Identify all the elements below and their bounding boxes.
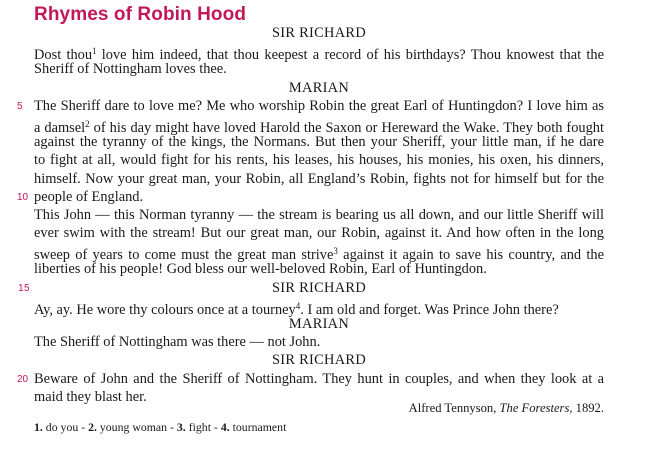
footnote-text: young woman - <box>96 420 177 434</box>
footnote-text: tournament <box>229 420 287 434</box>
line-number: 10 <box>17 191 29 203</box>
page-title: Rhymes of Robin Hood <box>34 4 247 25</box>
footnote-text: do you - <box>42 420 89 434</box>
speaker-sir-richard: SIR RICHARD <box>271 25 367 41</box>
speaker-sir-richard: 15 SIR RICHARD <box>34 279 604 297</box>
footnote-number: 4. <box>220 420 230 434</box>
play-excerpt <box>17 24 604 406</box>
text-line: against the tyranny of the kings, the Normans. But then your Sheriff, your little man, if he dare <box>34 134 604 151</box>
footnote-number: 1. <box>34 420 43 434</box>
text-line: 20 Beware of John and the Sheriff of Nottingham. They hunt in couples, and when they look at a <box>34 370 604 388</box>
footnote-number: 3. <box>176 420 186 434</box>
footnotes <box>34 420 286 435</box>
footnote-ref-4: 4 <box>295 300 301 311</box>
text-line: to fight at all, would fight for his rents, his leases, his houses, his monies, his oxen, his dinners, <box>34 152 604 169</box>
footnote-ref-3: 3 <box>333 246 338 257</box>
footnote-text: fight - <box>185 420 221 434</box>
speaker-marian: MARIAN <box>288 316 350 332</box>
text-line: Ay, ay. He wore thy colours once at a tourney$^4$. I am old and forget. Was Prince John there? <box>34 300 559 318</box>
line-number: 5 <box>17 100 23 112</box>
text-line: The Sheriff of Nottingham was there — not John. <box>34 334 321 351</box>
speaker-sir-richard: SIR RICHARD <box>271 352 367 369</box>
line-number: 20 <box>17 373 29 385</box>
line-number: 15 <box>18 282 30 294</box>
footnote-number: 2. <box>88 420 97 434</box>
speaker-marian: MARIAN <box>288 79 350 96</box>
text-line: ever swim with the stream! But our great man, our Robin, against it. And how often in the long <box>34 225 604 242</box>
text-line: himself. Now your great man, your Robin, all England’s Robin, fights not for himself but for the <box>34 170 604 187</box>
text-line: sweep of years to come must the great man strive$^3$ against it again to save his country, and the <box>34 246 604 264</box>
text-line: This John — this Norman tyranny — the stream is bearing us all down, and our little Sheriff will <box>34 206 604 223</box>
text-line: Sheriff of Nottingham loves thee. <box>34 61 227 78</box>
text-line: liberties of his people! God bless our well-beloved Robin, Earl of Huntingdon. <box>34 261 487 278</box>
text-line: 10 people of England. <box>34 188 604 206</box>
source-citation: Alfred Tennyson, The Foresters, 1892. <box>408 401 604 415</box>
text-line: 5 The Sheriff dare to love me? Me who worship Robin the great Earl of Huntingdon? I love him as <box>34 97 604 115</box>
footnote-ref-2: 2 <box>85 118 90 129</box>
text-line: maid they blast her. <box>34 388 147 405</box>
text-line: a damsel$^2$ of his day might have loved Harold the Saxon or Hereward the Wake. They both fought <box>34 118 604 136</box>
footnote-ref-1: 1 <box>92 46 97 57</box>
text-line: Dost thou$^1$ love him indeed, that thou keepest a record of his birthdays? Thou knowest that the <box>34 46 604 64</box>
